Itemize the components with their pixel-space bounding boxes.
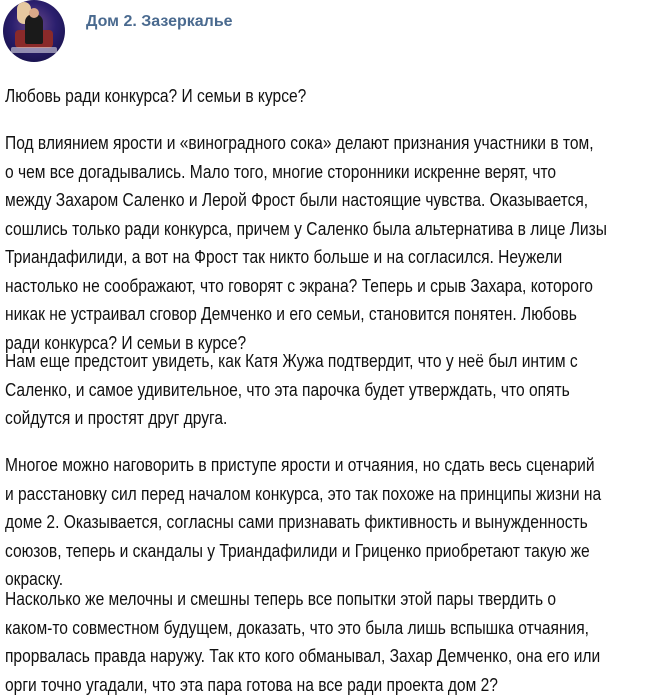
post-title: Любовь ради конкурса? И семьи в курсе? xyxy=(5,82,306,111)
text-line: между Захаром Саленко и Лерой Фрост были настоящие чувства. Оказывается, xyxy=(5,186,607,215)
text-line: орги точно угадали, что эта пара готова на все ради проекта дом 2? xyxy=(5,671,600,699)
text-line: Саленко, и самое удивительное, что эта парочка будет утверждать, что опять xyxy=(5,376,578,405)
text-line: каком-то совместном будущем, доказать, что это была лишь вспышка отчаяния, xyxy=(5,614,600,643)
avatar-caption-logo xyxy=(11,47,57,53)
avatar-figure-man xyxy=(25,14,43,44)
post-paragraph-3 xyxy=(5,451,601,594)
text-line: Нам еще предстоит увидеть, как Катя Жужа подтвердит, что у неё был интим с xyxy=(5,347,578,376)
text-line: Под влиянием ярости и «виноградного сока» делают признания участники в том, xyxy=(5,129,607,158)
text-line: и расстановку сил перед началом конкурса, это так похоже на принципы жизни на xyxy=(5,480,601,509)
text-line: прорвалась правда наружу. Так кто кого обманывал, Захар Демченко, она его или xyxy=(5,642,600,671)
text-line: Многое можно наговорить в приступе ярости и отчаяния, но сдать весь сценарий xyxy=(5,451,601,480)
text-line: окраску. xyxy=(5,565,601,594)
text-line: Триандафилиди, а вот на Фрост так никто больше и на согласился. Неужели xyxy=(5,243,607,272)
text-line: никак не устраивал сговор Демченко и его семьи, становится понятен. Любовь xyxy=(5,300,607,329)
text-line: Насколько же мелочны и смешны теперь все попытки этой пары твердить о xyxy=(5,585,600,614)
post-paragraph-4 xyxy=(5,585,600,699)
text-line: о чем все догадывались. Мало того, многие сторонники искренне верят, что xyxy=(5,158,607,187)
avatar-head xyxy=(29,8,39,18)
post-paragraph-1 xyxy=(5,129,607,357)
text-line: союзов, теперь и скандалы у Триандафилиди и Гриценко приобретают такую же xyxy=(5,537,601,566)
post-paragraph-2 xyxy=(5,347,578,433)
text-line: ради конкурса? И семьи в курсе? xyxy=(5,329,607,358)
text-line: доме 2. Оказывается, согласны сами признавать фиктивность и вынужденность xyxy=(5,508,601,537)
group-avatar[interactable] xyxy=(3,0,65,62)
group-name-link[interactable]: Дом 2. Зазеркалье xyxy=(86,13,233,31)
text-line: сойдутся и простят друг друга. xyxy=(5,404,578,433)
text-line: сошлись только ради конкурса, причем у Саленко была альтернатива в лице Лизы xyxy=(5,215,607,244)
text-line: настолько не соображают, что говорят с экрана? Теперь и срыв Захара, которого xyxy=(5,272,607,301)
